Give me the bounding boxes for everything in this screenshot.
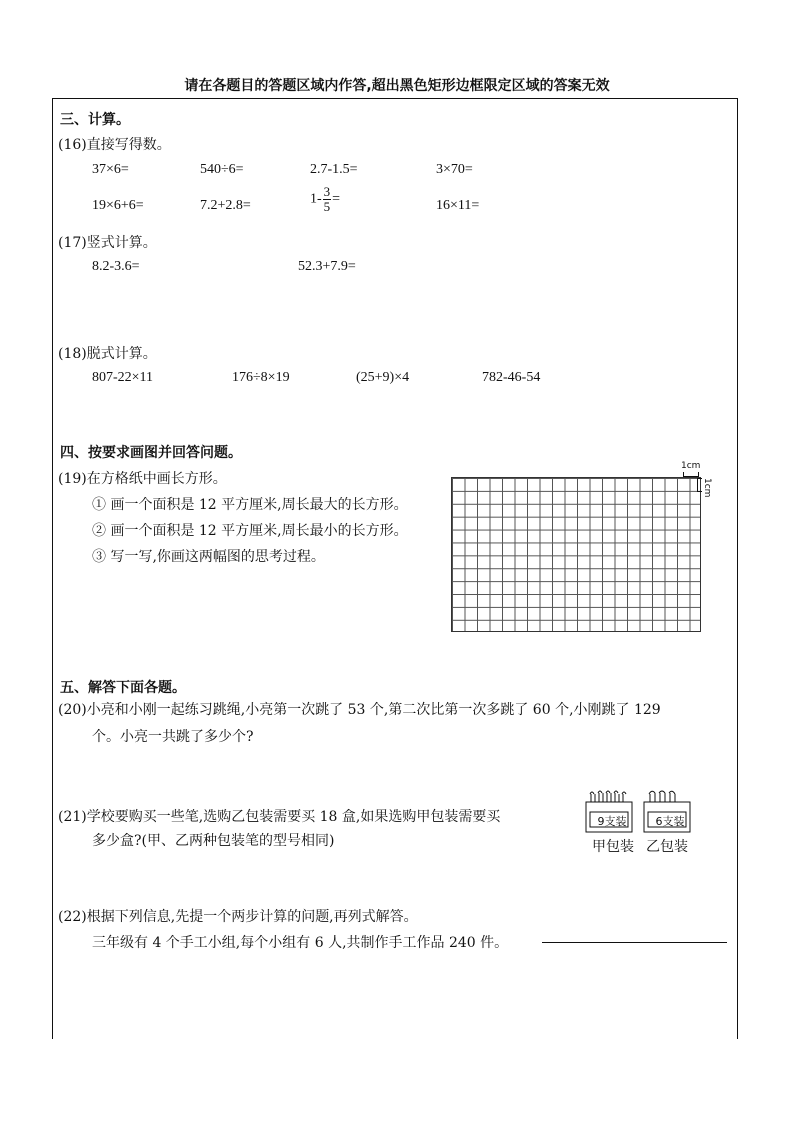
q21-line2: 多少盒?(甲、乙两种包装笔的型号相同) — [92, 833, 335, 849]
fraction — [323, 185, 332, 214]
answer-area-notice: 请在各题目的答题区域内作答,超出黑色矩形边框限定区域的答案无效 — [184, 78, 610, 94]
fraction-denominator: 5 — [323, 199, 331, 214]
fraction-numerator: 3 — [323, 184, 331, 199]
q16-item-4: 3×70= — [436, 162, 473, 177]
q18-label: (18)脱式计算。 — [58, 346, 157, 362]
q19-label: (19)在方格纸中画长方形。 — [58, 471, 227, 487]
q16-item-2: 540÷6= — [200, 162, 244, 177]
q17-label: (17)竖式计算。 — [58, 235, 157, 251]
q17-item-2: 52.3+7.9= — [298, 259, 356, 274]
q22-line2: 三年级有 4 个手工小组,每个小组有 6 人,共制作手工作品 240 件。 — [92, 935, 509, 951]
q21-line1: (21)学校要购买一些笔,选购乙包装需要买 18 盒,如果选购甲包装需要买 — [58, 809, 501, 825]
q16-label: (16)直接写得数。 — [58, 137, 171, 153]
pen-box-b-label: 乙包装 — [646, 839, 688, 855]
q19-item-3: ③ 写一写,你画这两幅图的思考过程。 — [92, 549, 325, 565]
q18-item-1: 807-22×11 — [92, 370, 154, 385]
unit-marker-horizontal — [683, 472, 699, 477]
pen-box-b-text: 6支装 — [655, 815, 685, 828]
q16-item-7 — [310, 185, 340, 214]
q19-item-2: ② 画一个面积是 12 平方厘米,周长最小的长方形。 — [92, 523, 408, 539]
q18-item-2: 176÷8×19 — [232, 370, 290, 385]
section4-title: 四、按要求画图并回答问题。 — [60, 445, 242, 461]
q22-line1: (22)根据下列信息,先提一个两步计算的问题,再列式解答。 — [58, 909, 418, 925]
q16-item-1: 37×6= — [92, 162, 129, 177]
unit-label-horizontal: 1cm — [681, 461, 701, 471]
pen-tops-b — [649, 791, 675, 802]
q16-item-3: 2.7-1.5= — [310, 162, 358, 177]
section3-title: 三、计算。 — [60, 112, 130, 128]
pen-tops-a — [590, 791, 626, 802]
q16-item-8: 16×11= — [436, 198, 480, 213]
q17-item-1: 8.2-3.6= — [92, 259, 140, 274]
q18-item-3: (25+9)×4 — [356, 370, 410, 385]
q20-line1: (20)小亮和小刚一起练习跳绳,小亮第一次跳了 53 个,第二次比第一次多跳了 60 个,小刚跳了 129 — [58, 702, 661, 718]
unit-marker-vertical — [697, 478, 702, 492]
pen-box-a-text: 9支装 — [597, 815, 627, 828]
q16-item-7-suffix: = — [332, 191, 341, 207]
pen-box-a-label: 甲包装 — [592, 839, 634, 855]
section5-title: 五、解答下面各题。 — [60, 680, 186, 696]
unit-label-vertical: 1cm — [702, 478, 712, 498]
q16-item-7-prefix: 1- — [310, 191, 322, 207]
q19-item-1: ① 画一个面积是 12 平方厘米,周长最大的长方形。 — [92, 497, 408, 513]
q16-item-5: 19×6+6= — [92, 198, 144, 213]
q16-item-6: 7.2+2.8= — [200, 198, 251, 213]
grid-paper[interactable] — [451, 477, 701, 632]
q18-item-4: 782-46-54 — [482, 370, 541, 385]
answer-blank-line[interactable] — [542, 942, 727, 943]
q20-line2: 个。小亮一共跳了多少个? — [92, 729, 254, 745]
